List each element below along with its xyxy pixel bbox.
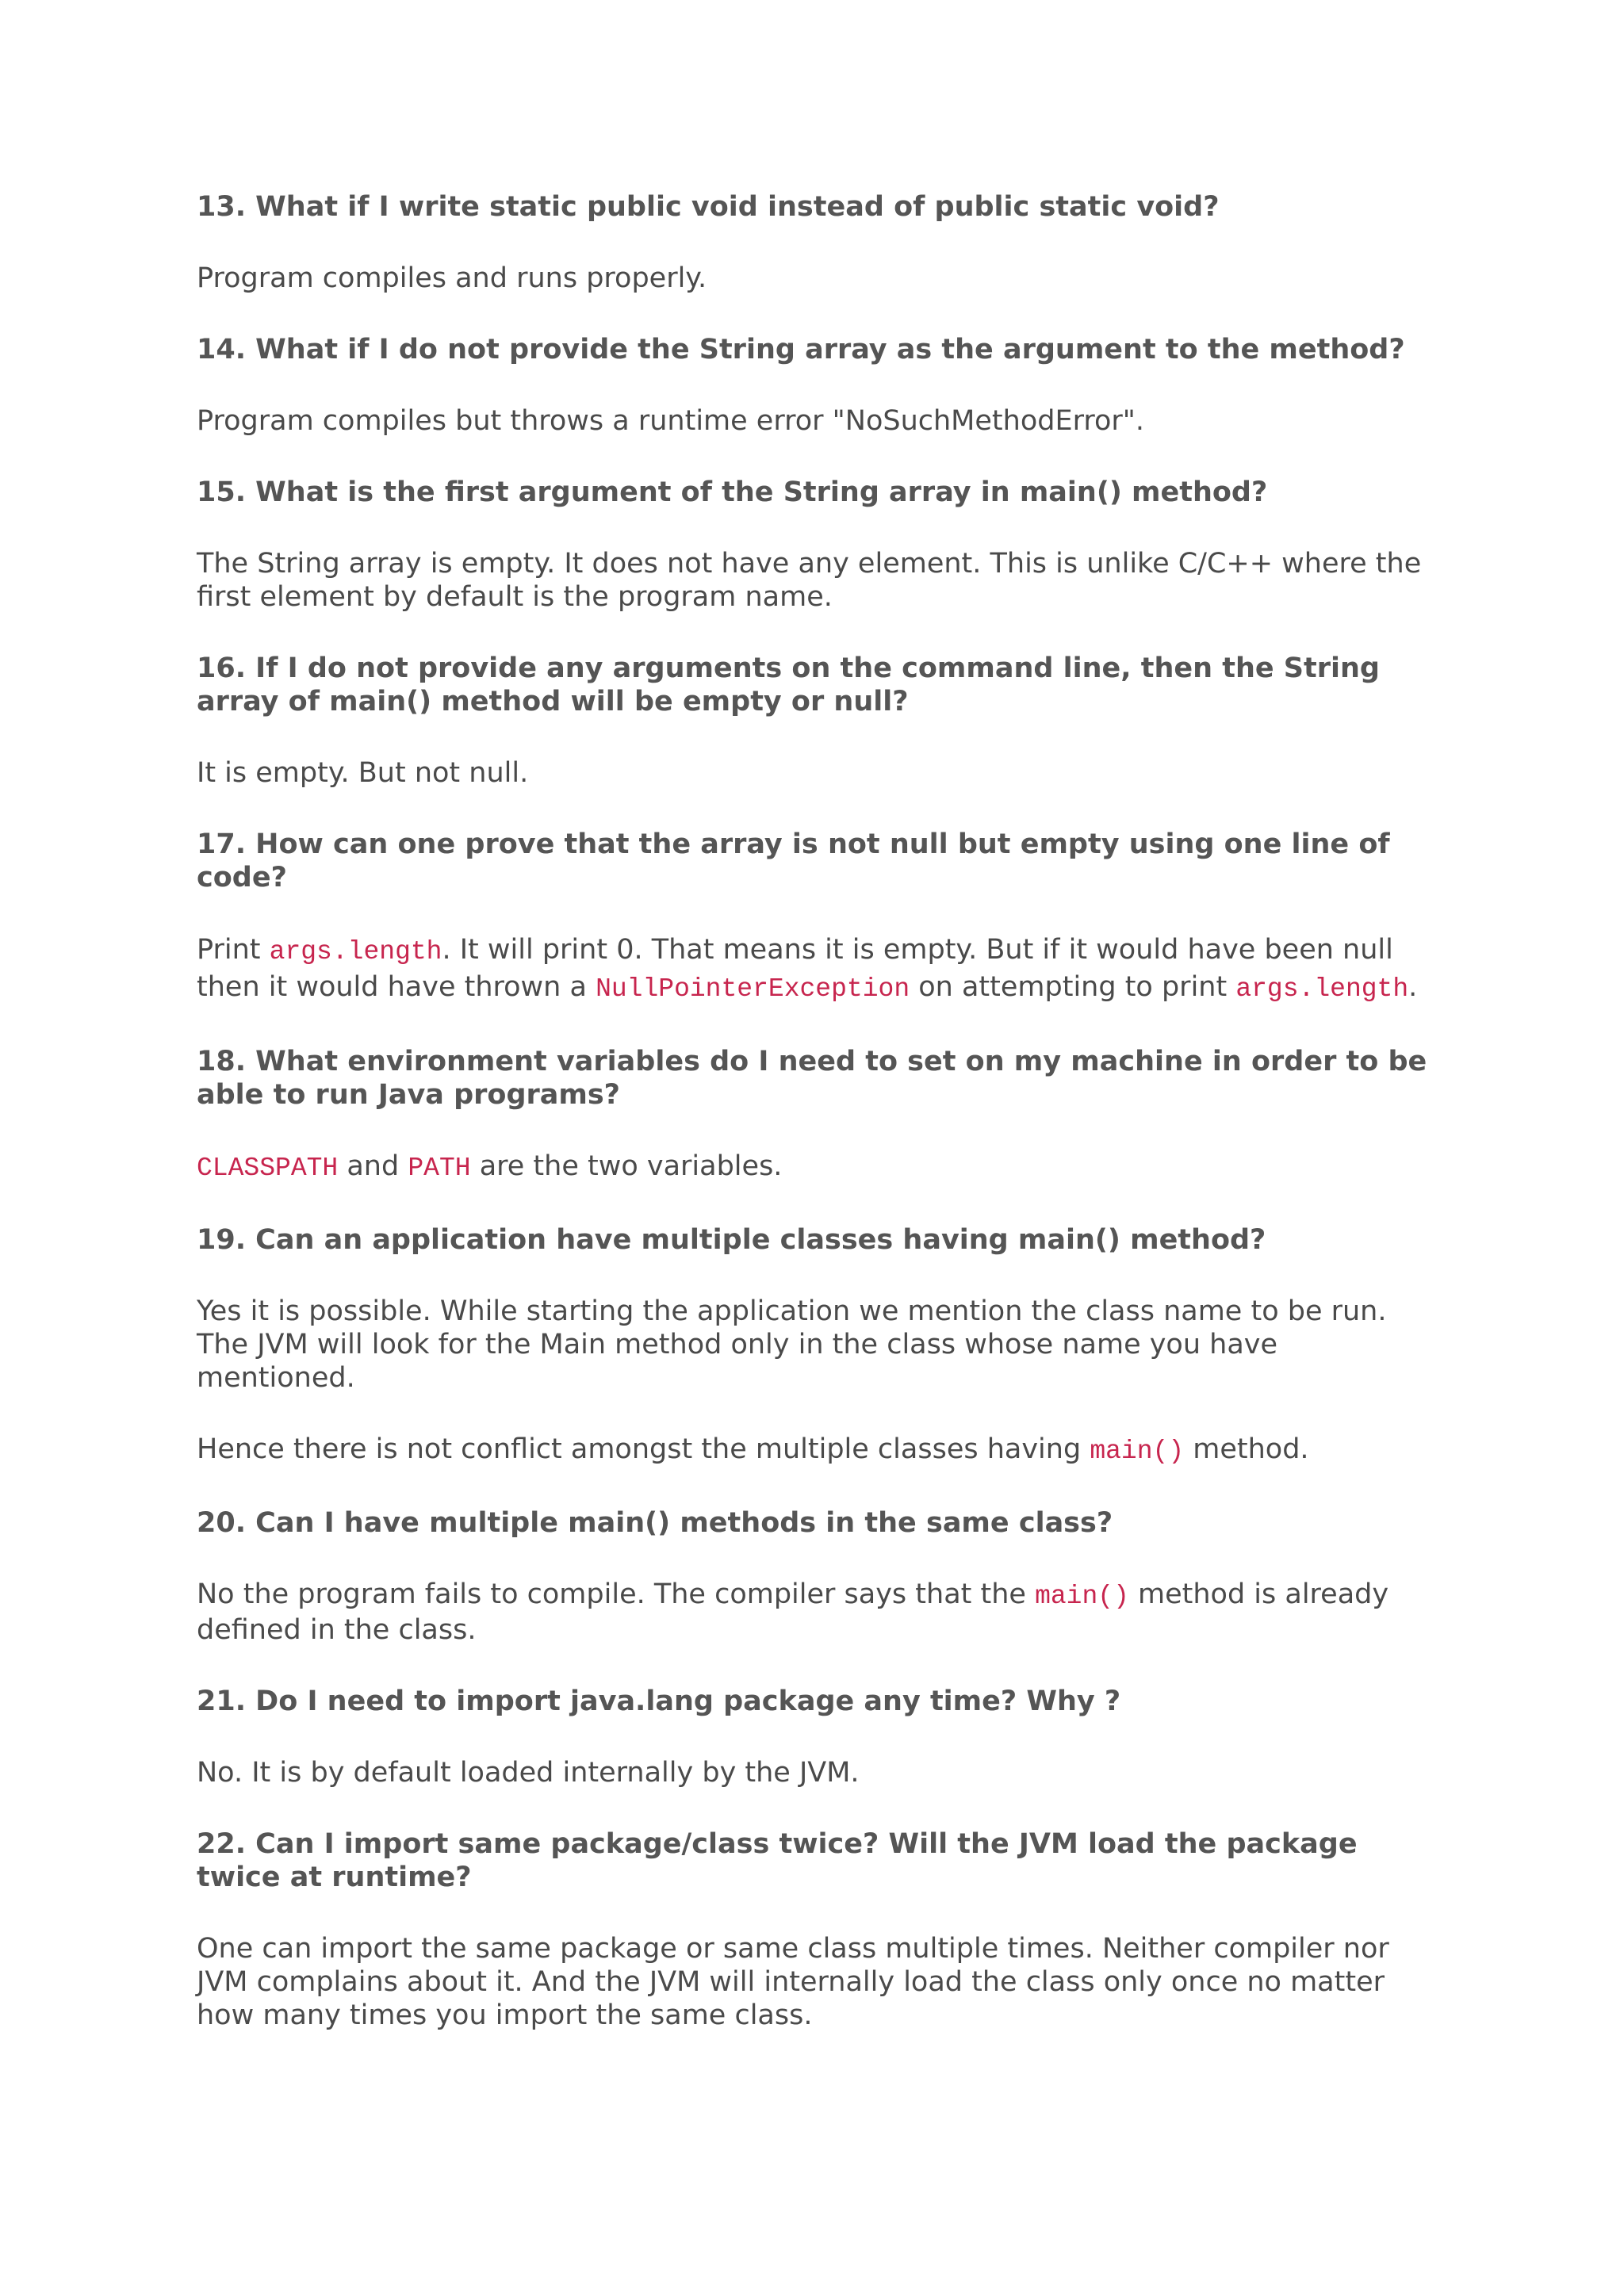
answer-21: No. It is by default loaded internally by the JVM. [197,1757,860,1789]
answer-17-code-args-length: args.length [269,937,442,966]
answer-14: Program compiles but throws a runtime error "NoSuchMethodError". [197,405,1144,437]
answer-18 [197,1150,1434,1185]
answer-18-code-path: PATH [408,1154,471,1183]
question-20: 20. Can I have multiple main() methods in the same class? [197,1507,1113,1539]
answer-19-code-main: main() [1090,1437,1185,1466]
question-16: 16. If I do not provide any arguments on the command line, then the String array of main() method will be empty or null? [197,652,1380,718]
question-19: 19. Can an application have multiple classes having main() method? [197,1224,1266,1256]
question-22: 22. Can I import same package/class twice? Will the JVM load the package twice at runtime? [197,1828,1358,1893]
document-page [197,190,1434,2070]
question-15: 15. What is the first argument of the String array in main() method? [197,476,1268,508]
answer-18-text-1: and [338,1150,408,1182]
answer-13: Program compiles and runs properly. [197,262,707,294]
answer-20-text-1: No the program fails to compile. The compiler says that the [197,1578,1036,1610]
answer-17-text-3: on attempting to print [910,971,1236,1003]
question-18: 18. What environment variables do I need to set on my machine in order to be able to run Java programs? [197,1046,1427,1111]
answer-18-code-classpath: CLASSPATH [197,1154,339,1183]
answer-17 [197,932,1434,1007]
answer-18-text-2: are the two variables. [470,1150,783,1182]
answer-19-paragraph-1: Yes it is possible. While starting the application we mention the class name to be run. The JVM will look for the Main method only in the class whose name you have mentioned. [197,1295,1387,1394]
answer-20 [197,1578,1434,1647]
answer-17-text-2: . It will print 0. That means it is empty. But if it would have been null then it would have thrown a [197,934,1393,1003]
answer-19-text-2: method. [1184,1433,1309,1465]
answer-17-text-1: Print [197,934,270,966]
question-13: 13. What if I write static public void instead of public static void? [197,191,1220,223]
answer-17-code-args-length-2: args.length [1235,974,1409,1004]
answer-22: One can import the same package or same class multiple times. Neither compiler nor JVM complains about it. And the JVM will internally load the class only once no matter how many times you import the same class. [197,1933,1389,2031]
answer-20-code-main: main() [1035,1582,1129,1611]
answer-19-paragraph-2 [197,1433,1434,1468]
answer-15: The String array is empty. It does not have any element. This is unlike C/C++ where the first element by default is the program name. [197,548,1422,613]
answer-17-code-null-pointer-exception: NullPointerException [596,974,910,1004]
answer-16: It is empty. But not null. [197,757,529,789]
question-14: 14. What if I do not provide the String array as the argument to the method? [197,334,1405,365]
answer-19-text-1: Hence there is not conflict amongst the multiple classes having [197,1433,1090,1465]
answer-17-text-4: . [1408,971,1418,1003]
answer-20-text-2: method is already defined in the class. [197,1578,1389,1646]
question-17: 17. How can one prove that the array is not null but empty using one line of code? [197,828,1390,894]
question-21: 21. Do I need to import java.lang package any time? Why ? [197,1686,1121,1717]
